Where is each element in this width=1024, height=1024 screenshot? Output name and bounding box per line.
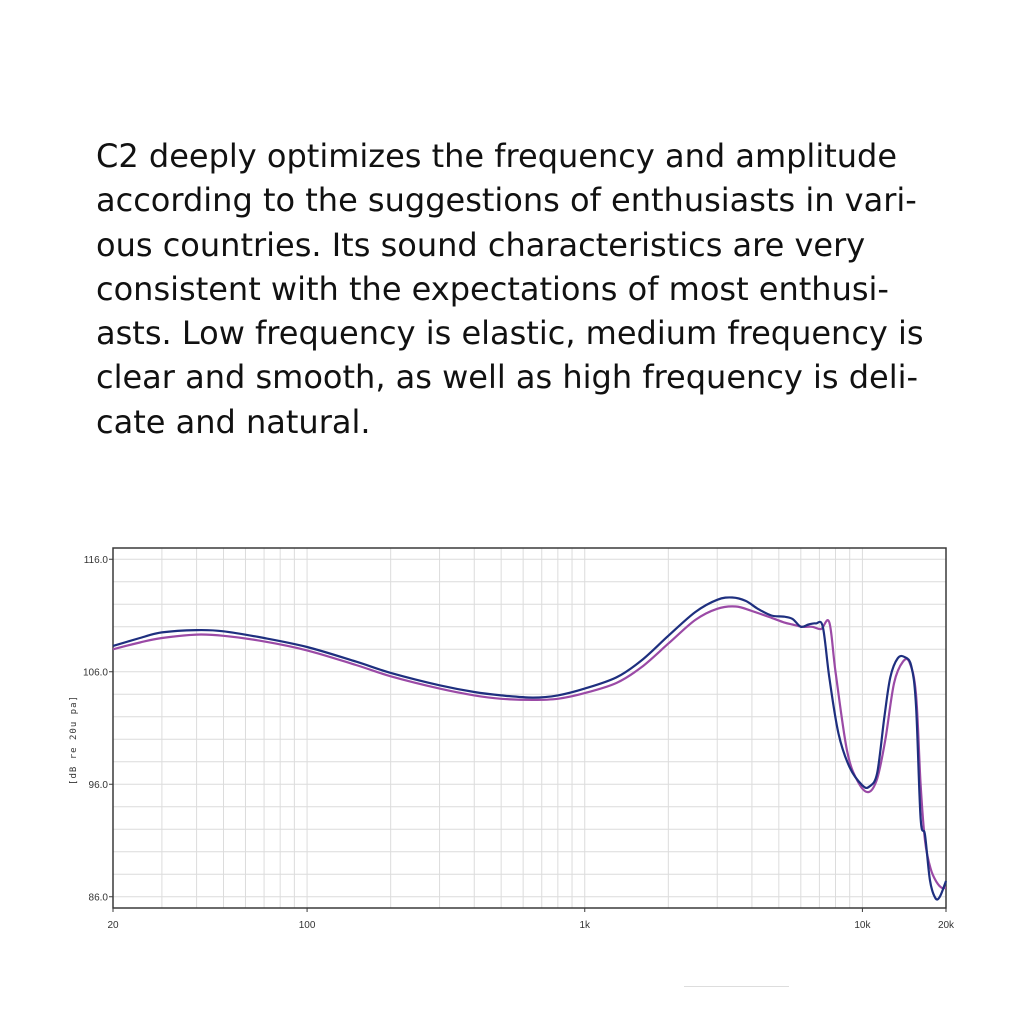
description-line: C2 deeply optimizes the frequency and amplitude — [96, 137, 898, 175]
plot-frame — [113, 548, 946, 908]
description-line: according to the suggestions of enthusiasts in vari- — [96, 181, 917, 220]
x-tick-label: 20k — [937, 920, 955, 931]
description-line: clear and smooth, as well as high frequency is deli- — [96, 358, 919, 397]
series-line-channel-2 — [113, 606, 946, 888]
y-tick-label: 116.0 — [83, 554, 108, 566]
footer-divider — [684, 986, 789, 987]
series-line-channel-1 — [113, 597, 946, 899]
y-axis-label: [dB re 20u pa] — [69, 695, 79, 785]
description-line: consistent with the expectations of most enthusi- — [96, 269, 889, 308]
x-tick-label: 10k — [854, 920, 871, 931]
y-tick-label: 86.0 — [88, 892, 108, 904]
x-tick-label: 1k — [579, 920, 591, 931]
y-tick-label: 96.0 — [88, 779, 108, 791]
x-tick-label: 100 — [298, 920, 316, 931]
description-line: cate and natural. — [96, 402, 371, 441]
description-line: asts. Low frequency is elastic, medium frequency is — [96, 314, 924, 353]
chart-grid — [113, 548, 946, 908]
x-tick-label: 20 — [107, 920, 119, 931]
y-tick-label: 106.0 — [82, 667, 108, 679]
description-line: ous countries. Its sound characteristics are very — [96, 225, 866, 264]
chart-series-layer — [113, 597, 946, 899]
